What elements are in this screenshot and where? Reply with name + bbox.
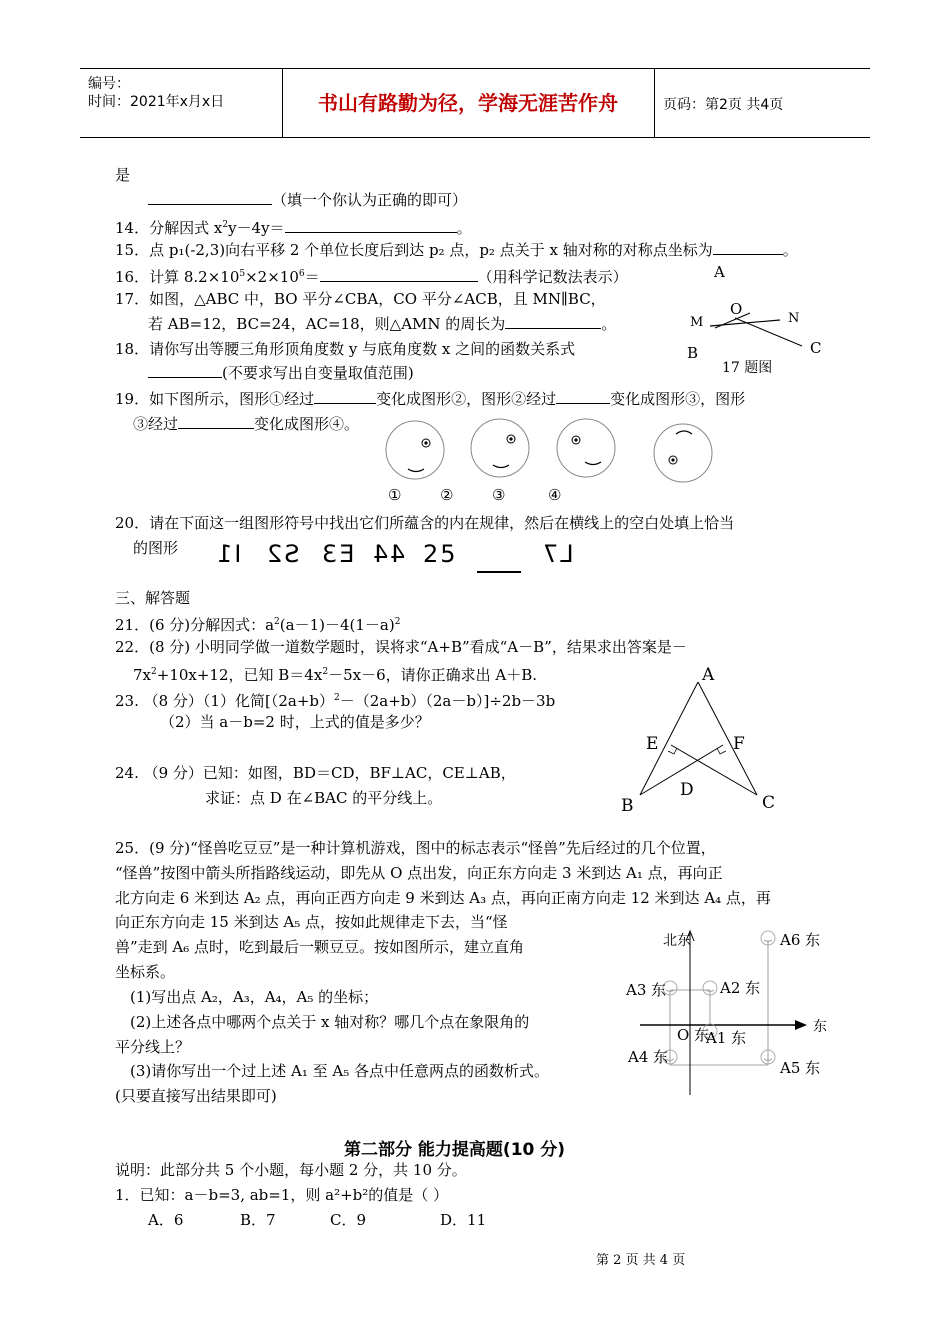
q13-answer-line	[148, 190, 467, 210]
q19-line1	[115, 389, 745, 409]
q22-line1: 22．(8 分) 小明同学做一道数学题时，误将求“A+B”看成“A－B”，结果求出答案是－	[115, 638, 687, 656]
option-d[interactable]: D．11	[440, 1211, 487, 1229]
option-c[interactable]: C．9	[330, 1211, 367, 1229]
q23-line2: （2）当 a－b=2 时，上式的值是多少？	[160, 713, 430, 731]
q21-pre: 21．(6 分)分解因式：a	[115, 616, 275, 634]
q19-line2	[133, 414, 359, 434]
q19-p2: 变化成图形②，图形②经过	[376, 390, 557, 408]
q16-num: 16．	[115, 268, 150, 286]
q20-line1: 20．请在下面这一组图形符号中找出它们所蕴含的内在规律，然后在横线上的空白处填上恰当	[115, 514, 735, 532]
label-n: N	[788, 311, 800, 326]
symbol-4: 44	[371, 540, 406, 568]
q15	[115, 240, 798, 260]
face-1	[386, 421, 444, 479]
q16-blank[interactable]	[320, 267, 478, 282]
face-4	[654, 424, 712, 482]
label-b: B	[621, 796, 634, 816]
part2-note: 说明：此部分共 5 个小题，每小题 2 分，共 10 分。	[115, 1161, 467, 1179]
q15-blank[interactable]	[713, 240, 783, 255]
page-info: 页码：第2页 共4页	[663, 97, 784, 113]
q25-sub3b: (只要直接写出结果即可)	[115, 1087, 277, 1105]
q14-num: 14．	[115, 219, 150, 237]
q25-sub1: (1)写出点 A₂，A₃，A₄，A₅ 的坐标；	[130, 988, 379, 1006]
q23-line1: 23. （8 分）（1）化简$[(2a+b)^2-(2a+b)(2a-b)]\div 2b-3b$	[115, 692, 556, 710]
q14-end: 。	[456, 219, 472, 237]
q25-sub3a: (3)请你写出一个过上述 A₁ 至 A₅ 各点中任意两点的函数析式。	[130, 1062, 550, 1080]
option-a[interactable]: A．6	[148, 1211, 184, 1229]
q19-blank2[interactable]	[556, 389, 610, 404]
q22-line2: $7x^2+10x+12$，已知 $B=4x^2-5x-6$，请你正确求出 A＋B.	[133, 666, 538, 684]
symbol-2: S2	[265, 540, 300, 568]
q25-sub2a: (2)上述各点中哪两个点关于 x 轴对称？哪几个点在象限角的	[130, 1013, 530, 1031]
label-c: C	[762, 793, 776, 813]
q21-mid: (a－1)－4(1－a)	[279, 616, 395, 634]
q23-a: 23. （8 分）（1）化简[（2a+b）	[115, 692, 334, 710]
figure-caption: 17 题图	[722, 360, 773, 376]
right-angle-f	[717, 748, 726, 754]
label-a6: A6 东	[780, 931, 821, 949]
face-2	[471, 419, 529, 477]
symbol-1: I1	[215, 540, 242, 568]
q19-blank3[interactable]	[178, 414, 254, 429]
q21: 21．(6 分)分解因式：$a^2(a-1)-4(1-a)^2$	[115, 616, 401, 634]
part2-title: 第二部分 能力提高题(10 分)	[344, 1140, 566, 1160]
q14-pre: 分解因式 x	[149, 219, 223, 237]
q22-c: －5x－6，请你正确求出 A＋B.	[328, 666, 538, 684]
q18-line1: 18．请你写出等腰三角形顶角度数 y 与底角度数 x 之间的函数关系式	[115, 340, 576, 358]
part2-q1: 1．已知：a－b=3, ab=1，则 a²+b²的值是（ ）	[115, 1186, 449, 1204]
q22-b: +10x+12，已知 B＝4x	[156, 666, 323, 684]
q14-blank[interactable]	[285, 218, 457, 233]
label-c: C	[810, 339, 822, 357]
q18-blank[interactable]	[148, 363, 222, 378]
q13-is: 是	[115, 166, 131, 184]
label-a5: A5 东	[780, 1059, 821, 1077]
q25-line6: 坐标系。	[115, 963, 176, 981]
section-title: 三、解答题	[115, 589, 191, 607]
right-angle-e	[668, 748, 677, 754]
label-1: ①	[388, 486, 402, 504]
label-f: F	[733, 734, 745, 754]
header-motto: 书山有路勤为径，学海无涯苦作舟	[318, 91, 618, 115]
x-axis-arrow	[795, 1020, 807, 1030]
q19-blank1[interactable]	[314, 389, 376, 404]
label-east: 东	[813, 1019, 827, 1035]
q25-line3: 北方向走 6 米到达 A₂ 点，再向正西方向走 9 米到达 A₃ 点，再向正南方向走 12 米到达 A₄ 点，再	[115, 889, 771, 907]
q19-p3: 变化成图形③，图形	[610, 390, 746, 408]
q25-line1: 25．(9 分)“怪兽吃豆豆”是一种计算机游戏，图中的标志表示“怪兽”先后经过的几个位置，	[115, 839, 716, 857]
q24-line2: 求证：点 D 在∠BAC 的平分线上。	[205, 789, 443, 807]
q18-text: (不要求写出自变量取值范围)	[222, 364, 414, 382]
q17-line1: 17．如图，△ABC 中，BO 平分∠CBA，CO 平分∠ACB，且 MN∥BC，	[115, 290, 606, 308]
q14: 14．分解因式 $x^2y-4y=$ 。	[115, 219, 472, 237]
q20-line2: 的图形	[133, 539, 179, 557]
q16-mid: ×2×10	[245, 268, 299, 286]
page-footer: 第 2 页 共 4 页	[596, 1253, 686, 1268]
q17-line2	[148, 314, 616, 334]
q16	[115, 264, 628, 287]
q13-hint: （填一个你认为正确的即可）	[272, 191, 468, 209]
label-a4: A4 东	[628, 1048, 669, 1066]
face-3	[557, 419, 615, 477]
q24-line1: 24. （9 分）已知：如图，BD＝CD，BF⊥AC，CE⊥AB，	[115, 764, 516, 782]
label-o: O 东	[677, 1026, 710, 1044]
blank[interactable]	[148, 190, 272, 205]
q25-line2: “怪兽”按图中箭头所指路线运动，即先从 O 点出发，向正东方向走 3 米到达 A₁ 点，再向正	[115, 864, 723, 882]
label-o: O	[730, 300, 743, 318]
symbol-4-digit: 4	[371, 540, 389, 568]
q20-blank[interactable]	[477, 571, 521, 573]
label-4: ④	[548, 486, 562, 504]
label-2: ②	[440, 486, 454, 504]
label-e: E	[646, 734, 659, 754]
label-a3: A3 东	[626, 981, 667, 999]
q17-figure	[680, 258, 840, 378]
label-b: B	[687, 344, 699, 362]
q16-hint: （用科学记数法表示）	[477, 268, 628, 286]
option-b[interactable]: B．7	[240, 1211, 276, 1229]
label-d: D	[680, 780, 694, 800]
q17-end: 。	[601, 315, 617, 333]
header-left-cell	[80, 69, 283, 137]
symbol-7: L7	[541, 540, 574, 568]
q25-line4: 向正东方向走 15 米到达 A₅ 点，按如此规律走下去，当“怪	[115, 913, 508, 931]
symbol-3: E3	[320, 540, 355, 568]
q23-b: －（2a+b）（2a－b）]÷2b－3b	[339, 692, 556, 710]
q16-eq: ＝	[304, 268, 320, 286]
q16-exp1: 5	[239, 269, 246, 279]
q15-text: 15．点 p₁(-2,3)向右平移 2 个单位长度后到达 p₂ 点，p₂ 点关于 x 轴对称的对称点坐标为	[115, 241, 713, 259]
q22-a: 7x	[133, 666, 152, 684]
q19-p5: 变化成图形④。	[254, 415, 360, 433]
label-a: A	[714, 263, 725, 281]
q25-line5: 兽”走到 A₆ 点时，吃到最后一颗豆豆。按如图所示，建立直角	[115, 938, 525, 956]
q19-figures	[380, 418, 720, 508]
label-a2: A2 东	[720, 979, 761, 997]
label-north: 北东	[663, 933, 691, 949]
q25-sub2b: 平分线上？	[115, 1038, 191, 1056]
q17-text: 若 AB=12，BC=24，AC=18，则△AMN 的周长为	[148, 315, 506, 333]
q25-figure	[620, 925, 845, 1100]
page-header	[80, 68, 870, 138]
q16-exp2: 6	[298, 269, 305, 279]
label-a: A	[702, 665, 715, 685]
symbol-5: 25	[423, 540, 458, 568]
q14-mid: y－4y＝	[228, 219, 285, 237]
q19-p1: 19．如下图所示，图形①经过	[115, 390, 315, 408]
q16-pre: 计算 8.2×10	[149, 268, 240, 286]
label-date: 时间：2021年x月x日	[88, 94, 225, 110]
q18-line2	[148, 363, 414, 383]
header-right-cell	[654, 69, 871, 137]
label-a1: A1 东	[706, 1029, 747, 1047]
q15-end: 。	[782, 241, 798, 259]
label-number: 编号：	[88, 76, 130, 92]
segment-mn	[710, 320, 780, 326]
label-3: ③	[492, 486, 506, 504]
q24-figure	[610, 660, 790, 820]
q17-blank[interactable]	[505, 314, 601, 329]
label-m: M	[690, 315, 704, 330]
q19-p4: ③经过	[133, 415, 179, 433]
